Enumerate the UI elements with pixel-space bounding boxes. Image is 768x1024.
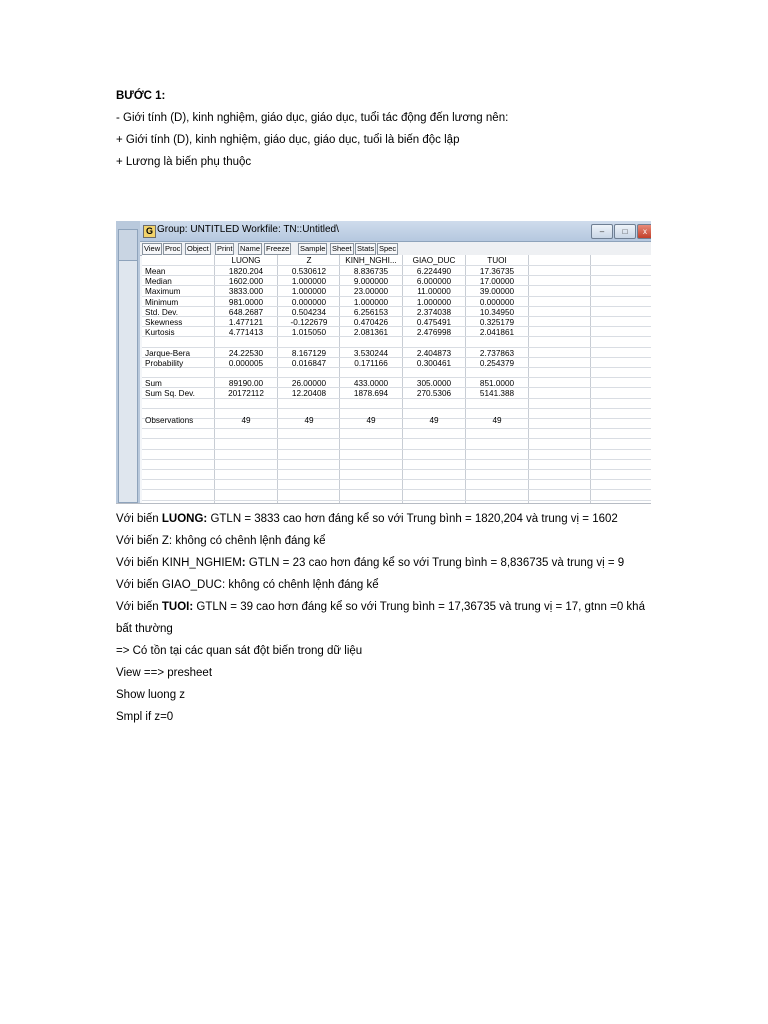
tuoi-analysis-continued: bất thường [116,623,173,635]
table-cell[interactable]: 270.5306 [416,389,452,399]
row-label: Kurtosis [145,328,175,338]
table-cell[interactable]: 1878.694 [353,389,389,399]
table-cell[interactable]: 39.00000 [479,287,515,297]
table-cell[interactable]: 648.2687 [228,307,264,317]
conclusion-line: => Có tồn tại các quan sát đột biến trong dữ liệu [116,645,363,657]
column-header[interactable]: LUONG [231,256,261,265]
table-cell[interactable] [403,399,465,410]
table-cell[interactable] [215,399,277,410]
table-cell[interactable] [340,399,402,410]
kinh-nghiem-analysis: Với biến KINH_NGHIEM: GTLN = 23 cao hơn đáng kể so với Trung bình = 8,836735 và trung vị = 9 [116,557,625,569]
background-window-edge [116,221,140,503]
table-cell[interactable]: 0.475491 [416,318,452,327]
table-cell[interactable]: 0.325179 [479,318,515,327]
table-cell[interactable]: 6.224490 [416,267,452,276]
maximize-button[interactable]: □ [614,224,636,239]
table-cell[interactable]: 433.0000 [353,379,389,389]
table-cell[interactable]: 2.404873 [416,348,452,358]
eviews-screenshot [116,221,651,504]
toolbar-sheet-button[interactable]: Sheet [332,244,352,253]
stats-spreadsheet[interactable] [142,255,651,503]
table-cell[interactable]: 0.504234 [291,307,327,317]
z-analysis: Với biến Z: không có chênh lệnh đáng kể [116,535,326,547]
intro-line: - Giới tính (D), kinh nghiệm, giáo dục, giáo dục, tuổi tác động đến lương nên: [116,112,509,124]
row-label: Probability [145,358,184,368]
command-show: Show luong z [116,689,186,701]
table-cell[interactable]: 2.081361 [353,328,389,338]
table-cell[interactable]: 2.476998 [416,328,452,338]
table-cell[interactable]: 0.300461 [416,358,452,368]
dependent-var-line: + Lương là biến phụ thuộc [116,156,252,168]
table-cell[interactable]: 26.00000 [291,379,327,389]
column-header[interactable]: KINH_NGHI... [345,256,397,265]
toolbar-proc-button[interactable]: Proc [165,244,181,253]
table-cell[interactable]: 6.000000 [416,277,452,287]
row-label: Sum Sq. Dev. [145,389,195,399]
row-label [145,399,217,410]
table-cell[interactable]: 24.22530 [228,348,264,358]
table-cell[interactable]: 1.000000 [416,297,452,307]
table-cell[interactable]: 4.771413 [228,328,264,338]
table-cell[interactable]: 305.0000 [416,379,452,389]
table-cell[interactable]: 1.000000 [353,297,389,307]
table-cell[interactable]: 0.000005 [228,358,264,368]
toolbar-print-button[interactable]: Print [217,244,233,253]
luong-analysis: Với biến LUONG: GTLN = 3833 cao hơn đáng kể so với Trung bình = 1820,204 và trung vị = 1602 [116,513,618,525]
table-cell[interactable]: 49 [429,415,439,425]
table-cell[interactable]: 0.530612 [291,267,327,276]
table-cell[interactable]: 89190.00 [228,379,264,389]
table-cell[interactable]: 0.254379 [479,358,515,368]
table-cell[interactable]: 0.000000 [479,297,515,307]
table-cell[interactable]: 49 [304,415,314,425]
table-cell[interactable]: 9.000000 [353,277,389,287]
table-cell[interactable]: 49 [241,415,251,425]
table-cell[interactable]: 2.737863 [479,348,515,358]
table-cell[interactable]: 0.000000 [291,297,327,307]
toolbar-sample-button[interactable]: Sample [300,244,326,253]
row-label: Std. Dev. [145,307,179,317]
toolbar-name-button[interactable]: Name [240,244,261,253]
table-cell[interactable]: 23.00000 [353,287,389,297]
row-label: Mean [145,267,166,276]
tuoi-analysis: Với biến TUOI: GTLN = 39 cao hơn đáng kể so với Trung bình = 17,36735 và trung vị = 17, gtnn =0 khá [116,601,645,613]
row-label: Minimum [145,297,179,307]
column-header[interactable]: TUOI [487,256,507,265]
window-toolbar [140,242,651,256]
giao-duc-analysis: Với biến GIAO_DUC: không có chênh lệnh đáng kể [116,579,379,591]
table-cell[interactable]: -0.122679 [290,318,328,327]
column-header[interactable]: GIAO_DUC [412,256,456,265]
toolbar-spec-button[interactable]: Spec [379,244,397,253]
table-cell[interactable]: 1.000000 [291,277,327,287]
table-cell[interactable]: 49 [366,415,376,425]
table-cell[interactable]: 981.0000 [228,297,264,307]
table-cell[interactable]: 0.171166 [354,358,388,368]
table-cell[interactable]: 8.167129 [291,348,327,358]
command-smpl: Smpl if z=0 [116,711,174,723]
group-icon: G [143,225,156,238]
table-cell[interactable]: 49 [492,415,502,425]
row-label: Jarque-Bera [145,348,191,358]
window-titlebar [140,221,651,242]
table-cell[interactable]: 3833.000 [228,287,264,297]
table-cell[interactable]: 2.374038 [416,307,452,317]
table-cell[interactable] [278,399,340,410]
table-cell[interactable]: 0.470426 [353,318,389,327]
window-title: Group: UNTITLED Workfile: TN::Untitled\ [157,224,339,235]
toolbar-stats-button[interactable]: Stats [357,244,375,253]
table-cell[interactable]: 1.477121 [228,318,264,327]
table-cell[interactable]: 6.256153 [353,307,389,317]
table-cell[interactable]: 3.530244 [353,348,389,358]
eviews-group-window [140,221,651,503]
row-label: Observations [145,415,194,425]
table-cell[interactable]: 1.015050 [291,328,327,338]
table-cell[interactable]: 1.000000 [291,287,327,297]
row-label: Maximum [145,287,181,297]
table-cell[interactable]: 11.00000 [417,287,451,297]
toolbar-object-button[interactable]: Object [187,244,209,253]
table-cell[interactable]: 17.36735 [479,267,515,276]
table-cell[interactable]: 12.20408 [291,389,327,399]
table-cell[interactable]: 17.00000 [479,277,515,287]
table-cell[interactable] [466,399,528,410]
independent-vars-line: + Giới tính (D), kinh nghiệm, giáo dục, giáo dục, tuổi là biến độc lập [116,134,460,146]
table-cell[interactable]: 1820.204 [228,267,264,276]
row-label: Skewness [145,318,183,327]
table-cell[interactable]: 1602.000 [228,277,264,287]
row-label: Sum [145,379,162,389]
toolbar-view-button[interactable]: View [144,244,161,253]
table-cell[interactable]: 10.34950 [479,307,515,317]
table-cell[interactable]: 2.041861 [479,328,515,338]
toolbar-freeze-button[interactable]: Freeze [266,244,290,253]
table-cell[interactable]: 20172112 [228,389,264,399]
table-cell[interactable]: 0.016847 [291,358,327,368]
table-cell[interactable]: 851.0000 [479,379,515,389]
command-view: View ==> presheet [116,667,213,679]
minimize-button[interactable]: – [591,224,613,239]
row-label: Median [145,277,172,287]
step-heading: BƯỚC 1: [116,90,166,102]
column-header[interactable]: Z [306,256,312,265]
table-cell[interactable]: 8.836735 [353,267,389,276]
table-cell[interactable]: 5141.388 [479,389,515,399]
close-button[interactable]: x [637,224,651,239]
